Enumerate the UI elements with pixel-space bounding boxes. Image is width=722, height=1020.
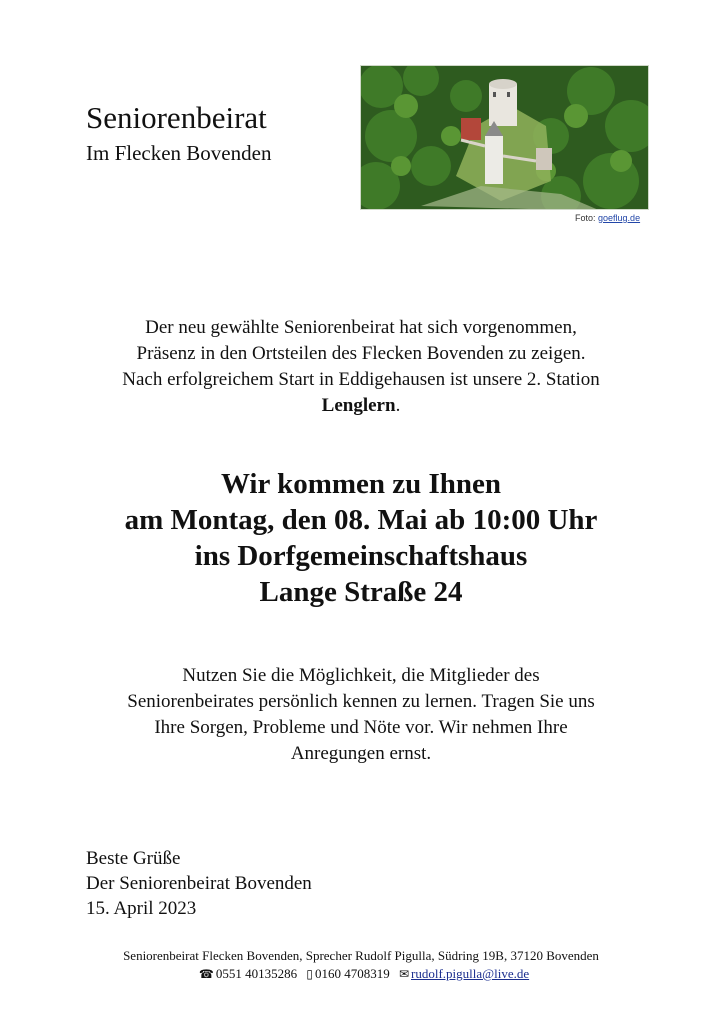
mail-icon: ✉ xyxy=(398,967,409,981)
letter-date: 15. April 2023 xyxy=(86,898,197,919)
footer xyxy=(20,947,702,983)
greeting: Beste Grüße xyxy=(86,848,181,869)
castle-tower-aerial-photo-icon xyxy=(361,66,649,210)
invitation-paragraph xyxy=(40,663,682,767)
closing-block xyxy=(86,846,312,921)
announcement-line-4: Lange Straße 24 xyxy=(259,576,463,608)
invitation-line-2: Seniorenbeirates persönlich kennen zu lernen. Tragen Sie uns xyxy=(127,691,595,712)
station-name: Lenglern xyxy=(321,395,396,416)
event-announcement xyxy=(20,466,702,610)
organization-subtitle: Im Flecken Bovenden xyxy=(86,141,272,165)
phone-icon: ☎ xyxy=(198,967,214,981)
invitation-line-4: Anregungen ernst. xyxy=(290,743,432,764)
mobile-icon: ▯ xyxy=(306,967,313,981)
signature: Der Seniorenbeirat Bovenden xyxy=(86,873,312,894)
intro-paragraph xyxy=(40,315,682,419)
invitation-line-1: Nutzen Sie die Möglichkeit, die Mitglieder des xyxy=(182,665,540,686)
intro-line-3: Nach erfolgreichem Start in Eddigehausen ist unsere 2. Station xyxy=(122,369,600,390)
announcement-line-2: am Montag, den 08. Mai ab 10:00 Uhr xyxy=(124,504,598,536)
intro-line-2: Präsenz in den Ortsteilen des Flecken Bovenden zu zeigen. xyxy=(136,343,586,364)
announcement-line-3: ins Dorfgemeinschaftshaus xyxy=(194,540,528,572)
intro-line-4 xyxy=(40,393,682,419)
intro-line-1: Der neu gewählte Seniorenbeirat hat sich vorgenommen, xyxy=(145,317,577,338)
photo-credit xyxy=(575,212,640,224)
footer-address: Seniorenbeirat Flecken Bovenden, Sprecher Rudolf Pigulla, Südring 19B, 37120 Bovenden xyxy=(123,948,599,963)
footer-email-link[interactable]: rudolf.pigulla@live.de xyxy=(411,966,530,981)
footer-contact xyxy=(20,965,702,983)
photo-credit-link[interactable]: goeflug.de xyxy=(598,213,641,223)
castle-photo xyxy=(360,65,649,210)
footer-mobile: 0160 4708319 xyxy=(314,966,390,981)
organization-title: Seniorenbeirat xyxy=(86,100,267,135)
photo-credit-label: Foto: xyxy=(575,213,596,223)
announcement-line-1: Wir kommen zu Ihnen xyxy=(220,468,502,500)
footer-phone: 0551 40135286 xyxy=(215,966,298,981)
station-punctuation: . xyxy=(395,395,401,416)
invitation-line-3: Ihre Sorgen, Probleme und Nöte vor. Wir nehmen Ihre xyxy=(154,717,568,738)
